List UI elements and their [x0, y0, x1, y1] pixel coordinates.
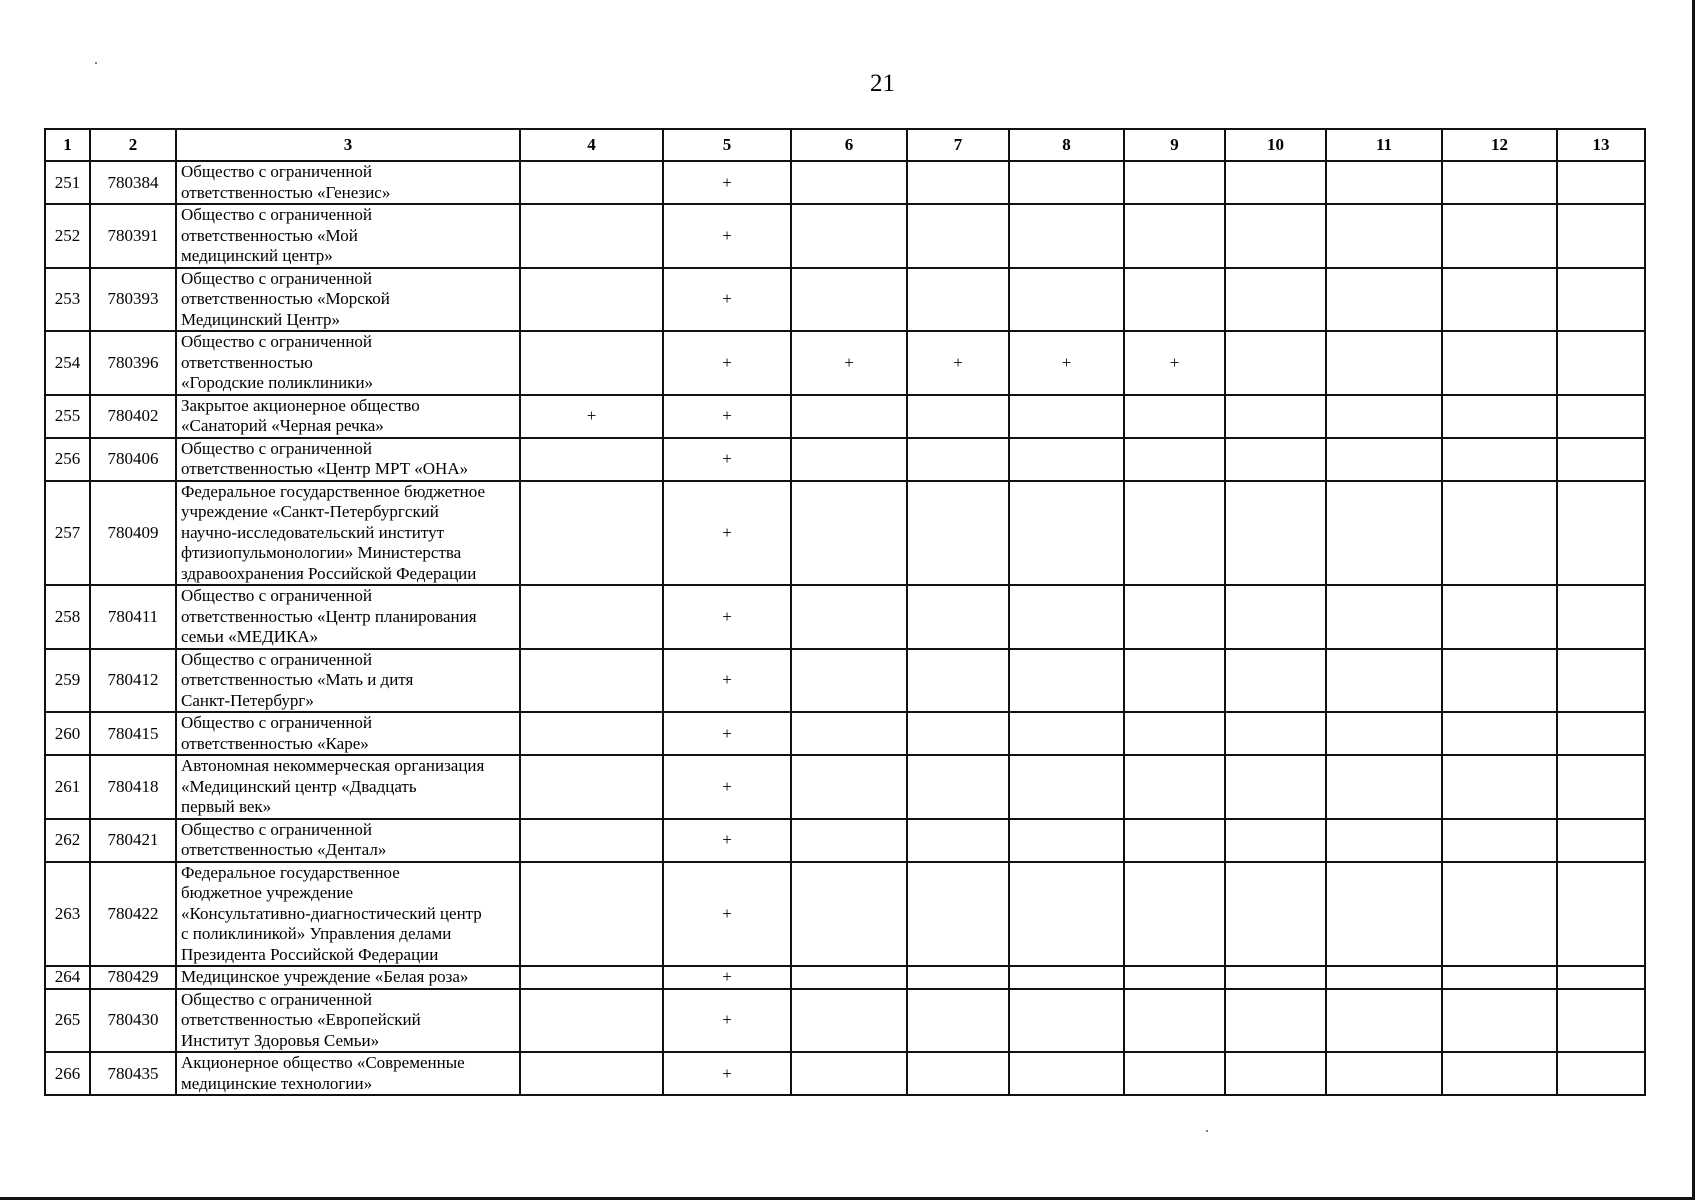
column-header: 10: [1225, 129, 1326, 161]
column-header: 7: [907, 129, 1009, 161]
registry-code: 780435: [90, 1052, 176, 1095]
row-number: 265: [45, 989, 90, 1053]
cell-col-6: [791, 755, 907, 819]
cell-col-4: [520, 1052, 663, 1095]
cell-col-6: [791, 712, 907, 755]
cell-col-13: [1557, 331, 1645, 395]
cell-col-5: +: [663, 989, 791, 1053]
cell-col-8: [1009, 712, 1124, 755]
organization-name: Общество с ограниченной ответственностью «Центр планирования семьи «МЕДИКА»: [176, 585, 520, 649]
cell-col-4: [520, 712, 663, 755]
cell-col-11: [1326, 989, 1442, 1053]
column-header: 5: [663, 129, 791, 161]
cell-col-4: [520, 481, 663, 586]
cell-col-11: [1326, 649, 1442, 713]
organization-name: Общество с ограниченной ответственностью «Центр МРТ «ОНА»: [176, 438, 520, 481]
registry-code: 780418: [90, 755, 176, 819]
column-header: 6: [791, 129, 907, 161]
cell-col-8: [1009, 438, 1124, 481]
column-header: 1: [45, 129, 90, 161]
cell-col-10: [1225, 331, 1326, 395]
cell-col-6: [791, 268, 907, 332]
table-row: [45, 161, 1645, 204]
cell-col-4: +: [520, 395, 663, 438]
cell-col-5: +: [663, 481, 791, 586]
cell-col-8: [1009, 204, 1124, 268]
organization-name: Общество с ограниченной ответственностью «Мать и дитя Санкт-Петербург»: [176, 649, 520, 713]
cell-col-7: [907, 1052, 1009, 1095]
cell-col-7: [907, 268, 1009, 332]
row-number: 256: [45, 438, 90, 481]
cell-col-13: [1557, 712, 1645, 755]
cell-col-8: [1009, 862, 1124, 967]
organization-name: Федеральное государственное бюджетное учреждение «Санкт-Петербургский научно-исследовательский институт фтизиопульмонологии» Министерства здравоохранения Российской Федерации: [176, 481, 520, 586]
cell-col-10: [1225, 395, 1326, 438]
cell-col-9: [1124, 989, 1225, 1053]
organization-name: Общество с ограниченной ответственностью «Морской Медицинский Центр»: [176, 268, 520, 332]
column-header: 9: [1124, 129, 1225, 161]
cell-col-13: [1557, 1052, 1645, 1095]
cell-col-5: +: [663, 268, 791, 332]
registry-code: 780384: [90, 161, 176, 204]
registry-code: 780415: [90, 712, 176, 755]
cell-col-8: [1009, 649, 1124, 713]
cell-col-4: [520, 268, 663, 332]
row-number: 257: [45, 481, 90, 586]
cell-col-10: [1225, 268, 1326, 332]
organization-name: Закрытое акционерное общество «Санаторий «Черная речка»: [176, 395, 520, 438]
cell-col-11: [1326, 438, 1442, 481]
cell-col-4: [520, 331, 663, 395]
cell-col-7: [907, 712, 1009, 755]
cell-col-12: [1442, 585, 1557, 649]
registry-code: 780422: [90, 862, 176, 967]
cell-col-6: [791, 966, 907, 989]
cell-col-11: [1326, 331, 1442, 395]
cell-col-12: [1442, 438, 1557, 481]
cell-col-11: [1326, 395, 1442, 438]
cell-col-10: [1225, 819, 1326, 862]
registry-code: 780396: [90, 331, 176, 395]
cell-col-4: [520, 585, 663, 649]
column-header: 3: [176, 129, 520, 161]
cell-col-8: [1009, 819, 1124, 862]
row-number: 255: [45, 395, 90, 438]
cell-col-13: [1557, 204, 1645, 268]
cell-col-13: [1557, 161, 1645, 204]
cell-col-8: [1009, 966, 1124, 989]
table-row: [45, 204, 1645, 268]
cell-col-7: [907, 481, 1009, 586]
cell-col-13: [1557, 755, 1645, 819]
cell-col-13: [1557, 268, 1645, 332]
cell-col-5: +: [663, 161, 791, 204]
column-header: 4: [520, 129, 663, 161]
organization-name: Медицинское учреждение «Белая роза»: [176, 966, 520, 989]
cell-col-7: [907, 585, 1009, 649]
cell-col-12: [1442, 1052, 1557, 1095]
cell-col-10: [1225, 989, 1326, 1053]
cell-col-5: +: [663, 862, 791, 967]
cell-col-11: [1326, 268, 1442, 332]
table-row: [45, 438, 1645, 481]
cell-col-4: [520, 755, 663, 819]
cell-col-7: [907, 438, 1009, 481]
cell-col-13: [1557, 649, 1645, 713]
header-row: [45, 129, 1645, 161]
cell-col-5: +: [663, 585, 791, 649]
cell-col-7: [907, 395, 1009, 438]
row-number: 266: [45, 1052, 90, 1095]
organizations-table: [44, 128, 1646, 1096]
organization-name: Общество с ограниченной ответственностью «Генезис»: [176, 161, 520, 204]
table-row: [45, 649, 1645, 713]
cell-col-9: [1124, 204, 1225, 268]
cell-col-4: [520, 819, 663, 862]
cell-col-10: [1225, 585, 1326, 649]
cell-col-13: [1557, 395, 1645, 438]
cell-col-9: [1124, 268, 1225, 332]
table-row: [45, 481, 1645, 586]
cell-col-5: +: [663, 712, 791, 755]
cell-col-10: [1225, 438, 1326, 481]
cell-col-11: [1326, 966, 1442, 989]
cell-col-5: +: [663, 395, 791, 438]
cell-col-5: +: [663, 331, 791, 395]
scan-speck: [95, 62, 97, 64]
registry-code: 780429: [90, 966, 176, 989]
cell-col-12: [1442, 755, 1557, 819]
cell-col-8: [1009, 755, 1124, 819]
cell-col-12: [1442, 395, 1557, 438]
cell-col-9: [1124, 649, 1225, 713]
cell-col-10: [1225, 755, 1326, 819]
cell-col-10: [1225, 966, 1326, 989]
cell-col-5: +: [663, 755, 791, 819]
cell-col-4: [520, 161, 663, 204]
cell-col-7: [907, 989, 1009, 1053]
table-row: [45, 395, 1645, 438]
table-row: [45, 1052, 1645, 1095]
cell-col-9: [1124, 712, 1225, 755]
cell-col-10: [1225, 161, 1326, 204]
cell-col-11: [1326, 755, 1442, 819]
cell-col-7: [907, 204, 1009, 268]
cell-col-7: [907, 966, 1009, 989]
row-number: 253: [45, 268, 90, 332]
row-number: 264: [45, 966, 90, 989]
cell-col-9: [1124, 481, 1225, 586]
cell-col-7: [907, 755, 1009, 819]
cell-col-12: [1442, 819, 1557, 862]
cell-col-9: [1124, 585, 1225, 649]
cell-col-9: [1124, 1052, 1225, 1095]
cell-col-6: [791, 1052, 907, 1095]
table-row: [45, 966, 1645, 989]
registry-code: 780430: [90, 989, 176, 1053]
cell-col-11: [1326, 585, 1442, 649]
cell-col-5: +: [663, 1052, 791, 1095]
organization-name: Автономная некоммерческая организация «Медицинский центр «Двадцать первый век»: [176, 755, 520, 819]
cell-col-8: [1009, 585, 1124, 649]
cell-col-6: [791, 438, 907, 481]
table-row: [45, 331, 1645, 395]
row-number: 263: [45, 862, 90, 967]
cell-col-12: [1442, 966, 1557, 989]
row-number: 261: [45, 755, 90, 819]
cell-col-7: [907, 161, 1009, 204]
table-row: [45, 585, 1645, 649]
table-row: [45, 819, 1645, 862]
cell-col-9: [1124, 161, 1225, 204]
column-header: 11: [1326, 129, 1442, 161]
cell-col-9: [1124, 755, 1225, 819]
cell-col-9: [1124, 966, 1225, 989]
cell-col-6: [791, 204, 907, 268]
cell-col-12: [1442, 862, 1557, 967]
row-number: 262: [45, 819, 90, 862]
scan-speck: [1206, 1130, 1208, 1132]
row-number: 252: [45, 204, 90, 268]
cell-col-6: [791, 481, 907, 586]
cell-col-8: [1009, 1052, 1124, 1095]
row-number: 258: [45, 585, 90, 649]
registry-code: 780393: [90, 268, 176, 332]
cell-col-12: [1442, 989, 1557, 1053]
cell-col-7: [907, 819, 1009, 862]
cell-col-10: [1225, 649, 1326, 713]
organization-name: Общество с ограниченной ответственностью «Дентал»: [176, 819, 520, 862]
cell-col-4: [520, 438, 663, 481]
cell-col-4: [520, 649, 663, 713]
cell-col-10: [1225, 481, 1326, 586]
cell-col-5: +: [663, 438, 791, 481]
page-number: 21: [870, 70, 895, 97]
table-row: [45, 989, 1645, 1053]
cell-col-10: [1225, 204, 1326, 268]
column-header: 12: [1442, 129, 1557, 161]
cell-col-10: [1225, 1052, 1326, 1095]
cell-col-7: [907, 862, 1009, 967]
column-header: 8: [1009, 129, 1124, 161]
column-header: 2: [90, 129, 176, 161]
organization-name: Акционерное общество «Современные медицинские технологии»: [176, 1052, 520, 1095]
cell-col-9: [1124, 438, 1225, 481]
cell-col-5: +: [663, 204, 791, 268]
cell-col-11: [1326, 819, 1442, 862]
cell-col-10: [1225, 712, 1326, 755]
registry-code: 780391: [90, 204, 176, 268]
cell-col-5: +: [663, 819, 791, 862]
cell-col-11: [1326, 481, 1442, 586]
cell-col-6: [791, 585, 907, 649]
table-row: [45, 755, 1645, 819]
cell-col-7: +: [907, 331, 1009, 395]
organization-name: Общество с ограниченной ответственностью «Городские поликлиники»: [176, 331, 520, 395]
cell-col-13: [1557, 819, 1645, 862]
cell-col-12: [1442, 331, 1557, 395]
cell-col-13: [1557, 989, 1645, 1053]
organization-name: Общество с ограниченной ответственностью «Мой медицинский центр»: [176, 204, 520, 268]
registry-code: 780412: [90, 649, 176, 713]
registry-code: 780406: [90, 438, 176, 481]
cell-col-11: [1326, 161, 1442, 204]
cell-col-11: [1326, 1052, 1442, 1095]
organization-name: Общество с ограниченной ответственностью «Каре»: [176, 712, 520, 755]
cell-col-9: +: [1124, 331, 1225, 395]
registry-code: 780411: [90, 585, 176, 649]
row-number: 260: [45, 712, 90, 755]
cell-col-9: [1124, 862, 1225, 967]
cell-col-12: [1442, 268, 1557, 332]
cell-col-6: [791, 395, 907, 438]
row-number: 254: [45, 331, 90, 395]
cell-col-10: [1225, 862, 1326, 967]
cell-col-13: [1557, 862, 1645, 967]
cell-col-4: [520, 204, 663, 268]
cell-col-12: [1442, 161, 1557, 204]
cell-col-7: [907, 649, 1009, 713]
column-header: 13: [1557, 129, 1645, 161]
cell-col-12: [1442, 649, 1557, 713]
cell-col-5: +: [663, 649, 791, 713]
registry-code: 780421: [90, 819, 176, 862]
cell-col-4: [520, 862, 663, 967]
cell-col-11: [1326, 862, 1442, 967]
table-row: [45, 862, 1645, 967]
cell-col-6: [791, 862, 907, 967]
cell-col-13: [1557, 966, 1645, 989]
table-body: [45, 161, 1645, 1095]
cell-col-13: [1557, 438, 1645, 481]
cell-col-8: [1009, 161, 1124, 204]
cell-col-8: [1009, 481, 1124, 586]
organization-name: Федеральное государственное бюджетное учреждение «Консультативно-диагностический центр с поликлиникой» Управления делами Президента Российской Федерации: [176, 862, 520, 967]
cell-col-8: [1009, 395, 1124, 438]
cell-col-9: [1124, 819, 1225, 862]
registry-code: 780409: [90, 481, 176, 586]
cell-col-13: [1557, 481, 1645, 586]
cell-col-6: [791, 161, 907, 204]
row-number: 251: [45, 161, 90, 204]
cell-col-12: [1442, 712, 1557, 755]
cell-col-6: [791, 989, 907, 1053]
cell-col-13: [1557, 585, 1645, 649]
cell-col-8: +: [1009, 331, 1124, 395]
cell-col-12: [1442, 481, 1557, 586]
cell-col-11: [1326, 204, 1442, 268]
cell-col-9: [1124, 395, 1225, 438]
table-row: [45, 268, 1645, 332]
cell-col-12: [1442, 204, 1557, 268]
cell-col-6: [791, 649, 907, 713]
cell-col-8: [1009, 989, 1124, 1053]
cell-col-4: [520, 989, 663, 1053]
cell-col-11: [1326, 712, 1442, 755]
cell-col-4: [520, 966, 663, 989]
cell-col-6: +: [791, 331, 907, 395]
cell-col-5: +: [663, 966, 791, 989]
registry-code: 780402: [90, 395, 176, 438]
row-number: 259: [45, 649, 90, 713]
organization-name: Общество с ограниченной ответственностью «Европейский Институт Здоровья Семьи»: [176, 989, 520, 1053]
cell-col-6: [791, 819, 907, 862]
cell-col-8: [1009, 268, 1124, 332]
table-row: [45, 712, 1645, 755]
